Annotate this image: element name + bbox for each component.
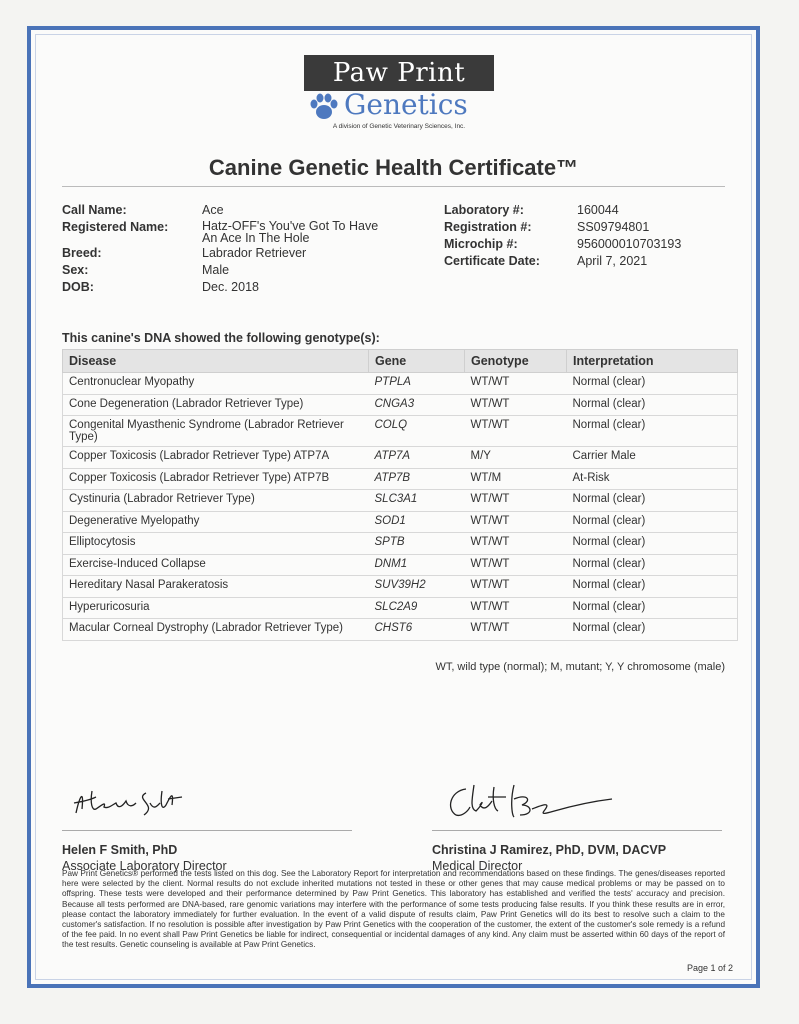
genotype-cell: WT/WT xyxy=(465,554,567,576)
genotype-cell: WT/WT xyxy=(465,416,567,447)
call-name-value: Ace xyxy=(202,203,224,217)
gene-cell: CHST6 xyxy=(369,619,465,641)
interpretation-cell: Normal (clear) xyxy=(567,597,738,619)
table-row xyxy=(63,490,738,512)
disease-cell: Degenerative Myelopathy xyxy=(63,511,369,533)
dob-value: Dec. 2018 xyxy=(202,280,259,294)
title-divider xyxy=(62,186,725,187)
results-body xyxy=(63,373,738,641)
registered-name-row xyxy=(62,220,392,244)
interpretation-column-header: Interpretation xyxy=(567,350,738,373)
signer-title-left: Associate Laboratory Director xyxy=(62,859,227,873)
disease-cell: Copper Toxicosis (Labrador Retriever Type) ATP7A xyxy=(63,447,369,469)
signer-title-right: Medical Director xyxy=(432,859,523,873)
signature-helen-smith xyxy=(62,775,302,823)
signature-block-left xyxy=(62,775,352,873)
certificate-date-row xyxy=(444,254,744,269)
breed-value: Labrador Retriever xyxy=(202,246,307,260)
table-header-row xyxy=(63,350,738,373)
sex-value: Male xyxy=(202,263,230,277)
gene-cell: CNGA3 xyxy=(369,394,465,416)
genotype-cell: WT/WT xyxy=(465,597,567,619)
signature-christina-ramirez xyxy=(432,775,672,823)
disease-cell: Exercise-Induced Collapse xyxy=(63,554,369,576)
laboratory-row xyxy=(444,203,744,218)
interpretation-cell: Normal (clear) xyxy=(567,554,738,576)
gene-cell: ATP7B xyxy=(369,468,465,490)
disease-cell: Copper Toxicosis (Labrador Retriever Type) ATP7B xyxy=(63,468,369,490)
call-name-row xyxy=(62,203,392,218)
table-row xyxy=(63,416,738,447)
signer-name-right: Christina J Ramirez, PhD, DVM, DACVP xyxy=(432,843,667,857)
genotype-legend: WT, wild type (normal); M, mutant; Y, Y chromosome (male) xyxy=(435,661,725,673)
registration-value: SS09794801 xyxy=(577,220,650,234)
interpretation-cell: Normal (clear) xyxy=(567,619,738,641)
certificate-date-value: April 7, 2021 xyxy=(577,254,648,268)
registered-name-value: Hatz-OFF's You've Got To Have An Ace In The Hole xyxy=(202,219,379,245)
gene-cell: SLC2A9 xyxy=(369,597,465,619)
interpretation-cell: Normal (clear) xyxy=(567,511,738,533)
logo-bottom xyxy=(304,88,494,121)
paw-icon xyxy=(308,93,340,121)
genotype-cell: WT/WT xyxy=(465,511,567,533)
genotype-cell: WT/WT xyxy=(465,533,567,555)
genotype-column-header: Genotype xyxy=(465,350,567,373)
disease-column-header: Disease xyxy=(63,350,369,373)
certificate-date-label: Certificate Date: xyxy=(444,254,540,268)
breed-row xyxy=(62,246,392,261)
dob-row xyxy=(62,280,392,295)
certificate-frame xyxy=(27,26,760,988)
genotype-cell: WT/WT xyxy=(465,490,567,512)
registered-name-label: Registered Name: xyxy=(62,220,169,234)
table-row xyxy=(63,394,738,416)
registration-label: Registration #: xyxy=(444,220,532,234)
table-row xyxy=(63,576,738,598)
genotype-section-heading: This canine's DNA showed the following genotype(s): xyxy=(62,331,380,345)
interpretation-cell: Normal (clear) xyxy=(567,490,738,512)
paw-print-genetics-logo xyxy=(304,55,494,135)
sex-label: Sex: xyxy=(62,263,89,277)
logo-bottom-text: Genetics xyxy=(344,88,468,121)
gene-column-header: Gene xyxy=(369,350,465,373)
logo-division-text: A division of Genetic Veterinary Sciences, Inc. xyxy=(332,123,466,130)
gene-cell: SOD1 xyxy=(369,511,465,533)
table-row xyxy=(63,533,738,555)
gene-cell: PTPLA xyxy=(369,373,465,395)
interpretation-cell: Normal (clear) xyxy=(567,533,738,555)
interpretation-cell: At-Risk xyxy=(567,468,738,490)
gene-cell: SLC3A1 xyxy=(369,490,465,512)
sex-row xyxy=(62,263,392,278)
interpretation-cell: Normal (clear) xyxy=(567,394,738,416)
certificate-title: Canine Genetic Health Certificate™ xyxy=(208,155,579,180)
table-row xyxy=(63,554,738,576)
interpretation-cell: Normal (clear) xyxy=(567,373,738,395)
genotype-cell: WT/WT xyxy=(465,394,567,416)
registration-row xyxy=(444,220,744,235)
lab-info xyxy=(444,203,744,271)
gene-cell: SUV39H2 xyxy=(369,576,465,598)
disease-cell: Elliptocytosis xyxy=(63,533,369,555)
genotype-cell: M/Y xyxy=(465,447,567,469)
table-row xyxy=(63,619,738,641)
interpretation-cell: Carrier Male xyxy=(567,447,738,469)
table-row xyxy=(63,468,738,490)
signature-line-right xyxy=(432,830,722,831)
genotype-cell: WT/WT xyxy=(465,373,567,395)
gene-cell: DNM1 xyxy=(369,554,465,576)
genotype-results-table xyxy=(62,349,738,641)
laboratory-label: Laboratory #: xyxy=(444,203,524,217)
gene-cell: SPTB xyxy=(369,533,465,555)
breed-label: Breed: xyxy=(62,246,102,260)
disease-cell: Cone Degeneration (Labrador Retriever Type) xyxy=(63,394,369,416)
interpretation-cell: Normal (clear) xyxy=(567,576,738,598)
dob-label: DOB: xyxy=(62,280,94,294)
signature-block-right xyxy=(432,775,722,873)
disease-cell: Macular Corneal Dystrophy (Labrador Retriever Type) xyxy=(63,619,369,641)
page-number: Page 1 of 2 xyxy=(686,963,733,973)
table-row xyxy=(63,597,738,619)
table-row xyxy=(63,373,738,395)
legal-disclaimer: Paw Print Genetics® performed the tests listed on this dog. See the Laboratory Report for interpretation and recommendations based on these findings. The genes/diseases reported here were selected by the client. Normal results do not exclude inherited mutations not tested in these or other genes that may cause medical problems or may be passed on to offspring. These tests were developed and their performance determined by Paw Print Genetics. This laboratory has established and verified the tests' accuracy and precision. Because all tests performed are DNA-based, rare genomic variations may interfere with the performance of some tests producing false results. If you think these results are in error, please contact the laboratory immediately for further evaluation. In the event of a valid dispute of results claim, Paw Print Genetics will do its best to resolve such a claim to the customer's satisfaction. If no resolution is possible after investigation by Paw Print Genetics with the cooperation of the customer, the extent of the customer's sole remedy is a refund of the fee paid. In no event shall Paw Print Genetics be liable for indirect, consequential or incidental damages of any kind. Any claim must be asserted within 60 days of the report of the test results. Genetic counseling is available at Paw Print Genetics. xyxy=(62,869,725,950)
genotype-cell: WT/WT xyxy=(465,619,567,641)
signer-name-left: Helen F Smith, PhD xyxy=(62,843,178,857)
microchip-label: Microchip #: xyxy=(444,237,518,251)
disease-cell: Hereditary Nasal Parakeratosis xyxy=(63,576,369,598)
logo-top-text: Paw Print xyxy=(304,55,494,91)
signature-line-left xyxy=(62,830,352,831)
genotype-cell: WT/M xyxy=(465,468,567,490)
table-row xyxy=(63,447,738,469)
dog-info xyxy=(62,203,392,297)
disease-cell: Hyperuricosuria xyxy=(63,597,369,619)
disease-cell: Cystinuria (Labrador Retriever Type) xyxy=(63,490,369,512)
call-name-label: Call Name: xyxy=(62,203,127,217)
gene-cell: COLQ xyxy=(369,416,465,447)
laboratory-value: 160044 xyxy=(577,203,619,217)
interpretation-cell: Normal (clear) xyxy=(567,416,738,447)
table-row xyxy=(63,511,738,533)
gene-cell: ATP7A xyxy=(369,447,465,469)
genotype-cell: WT/WT xyxy=(465,576,567,598)
certificate-inner-border xyxy=(35,34,752,980)
disease-cell: Centronuclear Myopathy xyxy=(63,373,369,395)
microchip-row xyxy=(444,237,744,252)
microchip-value: 956000010703193 xyxy=(577,237,682,251)
disease-cell: Congenital Myasthenic Syndrome (Labrador Retriever Type) xyxy=(63,416,369,447)
